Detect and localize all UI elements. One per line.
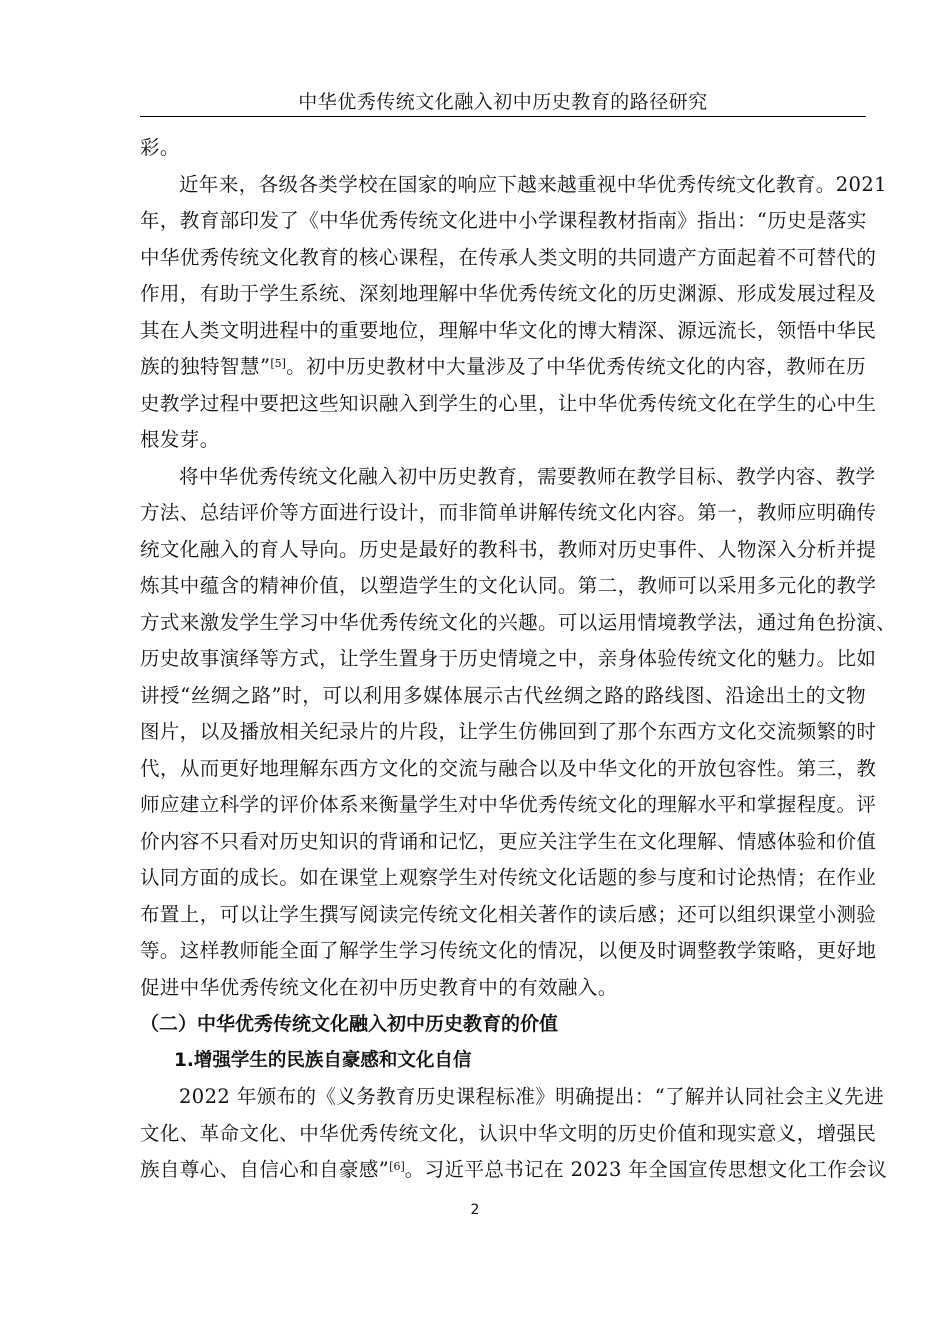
- paragraph-line: 2022 年颁布的《义务教育历史课程标准》明确提出：“了解并认同社会主义先进: [179, 1085, 884, 1108]
- paragraph-line: 中华优秀传统文化教育的核心课程，在传承人类文明的共同遗产方面起着不可替代的: [140, 245, 877, 269]
- paragraph-line: 年，教育部印发了《中华优秀传统文化进中小学课程教材指南》指出：“历史是落实: [140, 209, 867, 232]
- paragraph-line: 方法、总结评价等方面进行设计，而非简单讲解传统文化内容。第一，教师应明确传: [140, 501, 877, 524]
- paragraph-line: 文化、革命文化、中华优秀传统文化，认识中华文明的历史价值和现实意义，增强民: [140, 1121, 877, 1145]
- paragraph-line: 认同方面的成长。如在课堂上观察学生对传统文化话题的参与度和讨论热情；在作业: [140, 866, 877, 889]
- paragraph-line: 价内容不只看对历史知识的背诵和记忆，更应关注学生在文化理解、情感体验和价值: [140, 829, 877, 853]
- section-heading: （二）中华优秀传统文化融入初中历史教育的价值: [140, 1013, 559, 1035]
- paragraph-line: 彩。: [140, 136, 180, 159]
- paragraph-line: 近年来，各级各类学校在国家的响应下越来越重视中华优秀传统文化教育。2021: [179, 172, 887, 196]
- paragraph: [140, 459, 897, 1007]
- paragraph-line: 布置上，可以让学生撰写阅读完传统文化相关著作的读后感；还可以组织课堂小测验: [140, 902, 877, 926]
- paragraph-line: 促进中华优秀传统文化在初中历史教育中的有效融入。: [140, 975, 618, 999]
- paragraph-line: [140, 349, 866, 386]
- paragraph-line: 史教学过程中要把这些知识融入到学生的心里，让中华优秀传统文化在学生的心中生: [140, 391, 877, 415]
- paragraph-line: 历史故事演绎等方式，让学生置身于历史情境之中，亲身体验传统文化的魅力。比如: [140, 647, 877, 670]
- document-body: [140, 130, 897, 1189]
- text-run: 。初中历史教材中大量涉及了中华优秀传统文化的内容，教师在历: [285, 355, 866, 378]
- paragraph: [140, 1079, 888, 1189]
- paragraph: [140, 167, 887, 459]
- page-number: 2: [470, 1202, 480, 1218]
- citation-ref: [6]: [389, 1160, 405, 1173]
- sub-heading: 1.增强学生的民族自豪感和文化自信: [174, 1049, 472, 1071]
- header-rule: [140, 116, 866, 117]
- text-run: 。习近平总书记在 2023 年全国宣传思想文化工作会议: [404, 1158, 888, 1181]
- paragraph-line: 其在人类文明进程中的重要地位，理解中华文化的博大精深、源远流长，领悟中华民: [140, 318, 877, 342]
- paragraph-line: 根发芽。: [140, 428, 220, 451]
- text-run: 族的独特智慧”: [140, 355, 271, 378]
- paragraph-line: 作用，有助于学生系统、深刻地理解中华优秀传统文化的历史渊源、形成发展过程及: [140, 282, 877, 305]
- text-run: 族自尊心、自信心和自豪感”: [140, 1158, 390, 1181]
- page-header-title: 中华优秀传统文化融入初中历史教育的路径研究: [298, 91, 708, 113]
- paragraph-line: 将中华优秀传统文化融入初中历史教育，需要教师在教学目标、教学内容、教学: [179, 464, 876, 488]
- paragraph-line: 讲授“丝绸之路”时，可以利用多媒体展示古代丝绸之路的路线图、沿途出土的文物: [140, 683, 866, 707]
- paragraph-line: 图片，以及播放相关纪录片的片段，让学生仿佛回到了那个东西方文化交流频繁的时: [140, 720, 877, 743]
- paragraph-line: [140, 1152, 888, 1189]
- citation-ref: [5]: [270, 357, 286, 370]
- paragraph-line: 统文化融入的育人导向。历史是最好的教科书，教师对历史事件、人物深入分析并提: [140, 537, 877, 561]
- paragraph-line: 代，从而更好地理解东西方文化的交流与融合以及中华文化的开放包容性。第三，教: [140, 756, 877, 780]
- paragraph-line: 炼其中蕴含的精神价值，以塑造学生的文化认同。第二，教师可以采用多元化的教学: [140, 574, 877, 597]
- paragraph-line: 师应建立科学的评价体系来衡量学生对中华优秀传统文化的理解水平和掌握程度。评: [140, 793, 877, 816]
- paragraph-line: 方式来激发学生学习中华优秀传统文化的兴趣。可以运用情境教学法，通过角色扮演、: [140, 610, 897, 634]
- paragraph-line: 等。这样教师能全面了解学生学习传统文化的情况，以便及时调整教学策略，更好地: [140, 939, 877, 962]
